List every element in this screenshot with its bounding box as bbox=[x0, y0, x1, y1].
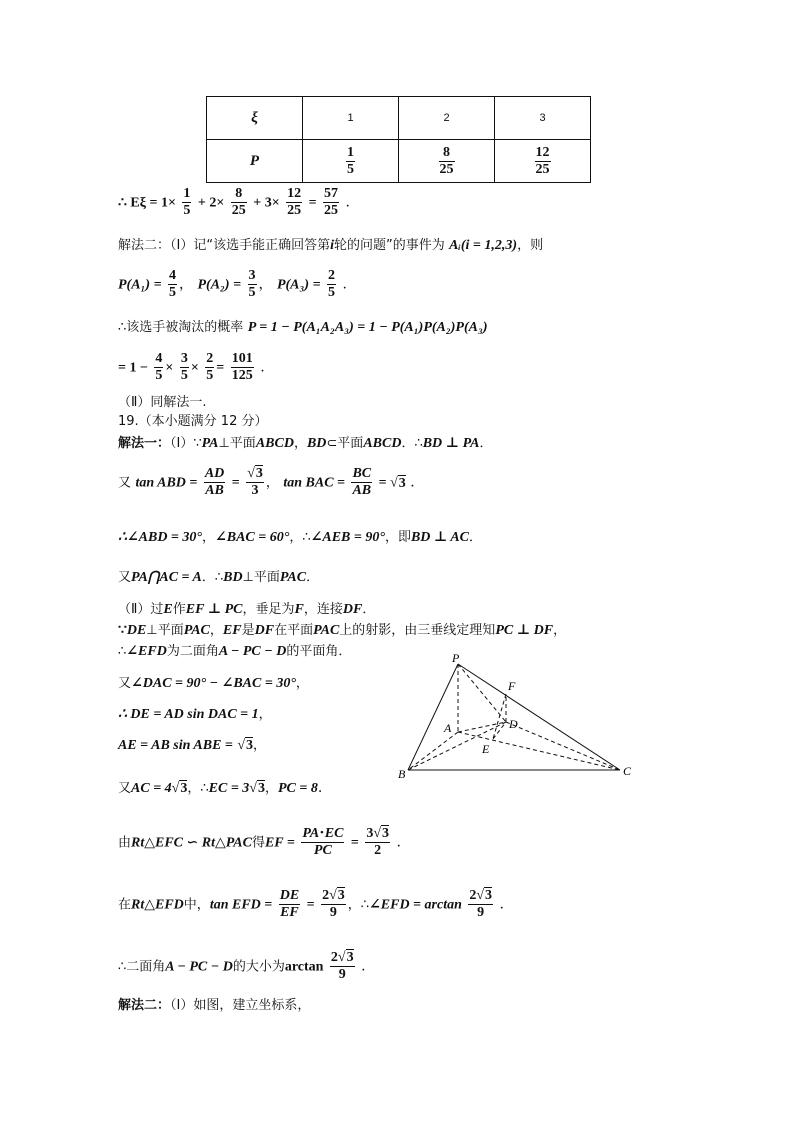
distribution-table bbox=[206, 96, 591, 183]
label-D: D bbox=[509, 717, 518, 731]
dihedral-angle-line: ∴二面角A − PC − D的大小为arctan $\frac{2√3}{9}$ . bbox=[118, 950, 366, 982]
de-line: ∴ DE = AD sin DAC = 1， bbox=[118, 707, 272, 722]
expectation-line: ∴ Eξ = 1× $\frac{1}{5}$ + 2× $\frac{8}{25}$ + 3× $\frac{12}{25}$ = $\frac{57}{25}$ . bbox=[118, 186, 350, 218]
elimination-calc: = 1 − $\frac{4}{5}$ × $\frac{3}{5}$ × $\frac{2}{5}$ = $\frac{101}{125}$ . bbox=[118, 351, 265, 383]
table-cell bbox=[495, 140, 591, 183]
fraction: $\frac{12}{25}$ bbox=[535, 144, 550, 177]
table-header-xi: ξ bbox=[207, 97, 303, 140]
label-E: E bbox=[482, 742, 490, 756]
part2-same: （Ⅱ）同解法一. bbox=[118, 395, 207, 410]
fraction: $\frac{1}{5}$ bbox=[347, 144, 354, 177]
table-cell: 2 bbox=[399, 97, 495, 140]
label-F: F bbox=[508, 679, 516, 693]
angle-line: ∴∠ABD = 30°，∠BAC = 60°，∴∠AEB = 90°，即BD ⊥ AC． bbox=[118, 530, 483, 545]
part2-line1: （Ⅱ）过E作EF ⊥ PC，垂足为F，连接DF． bbox=[118, 602, 376, 617]
dac-line: 又∠DAC = 90° − ∠BAC = 30°， bbox=[118, 676, 309, 691]
table-cell bbox=[399, 140, 495, 183]
pyramid-figure bbox=[390, 648, 650, 788]
label-B: B bbox=[398, 767, 406, 781]
table-cell bbox=[303, 140, 399, 183]
elimination-probability: ∴该选手被淘汰的概率 P = 1 − P(A₁A₂A₃) = 1 − P(A₁)P(A₂)P(A₃) bbox=[118, 320, 488, 335]
tan-efd-line: 在Rt△EFD中，tan EFD = $\frac{DE}{EF}$ = $\frac{2√3}{9}$ ，∴∠EFD = arctan $\frac{2√3}{9}$ . bbox=[118, 888, 504, 920]
solution1-line1: 解法一：（Ⅰ）∵PA⊥平面ABCD，BD⊂平面ABCD．∴BD ⊥ PA． bbox=[118, 436, 493, 451]
ac-line: 又AC = 4√3，∴EC = 3√3，PC = 8. bbox=[118, 780, 323, 796]
part2-line3: ∴∠EFD为二面角A − PC − D的平面角． bbox=[118, 644, 352, 659]
fraction: $\frac{8}{25}$ bbox=[439, 144, 454, 177]
question-19-header: 19.（本小题满分 12 分） bbox=[118, 414, 268, 429]
label-P: P bbox=[452, 651, 460, 665]
tan-line: 又 tan ABD = $\frac{AD}{AB}$ = $\frac{√3}{3}$ ， tan BAC = $\frac{BC}{AB}$ = √3 . bbox=[118, 466, 415, 498]
perp-line: 又PA⋂AC = A．∴BD⊥平面PAC． bbox=[118, 570, 320, 585]
table-cell: 1 bbox=[303, 97, 399, 140]
event-probabilities: P(A₁) = $\frac{4}{5}$ ， P(A₂) = $\frac{3}{5}$ ， P(A₃) = $\frac{2}{5}$ . bbox=[118, 268, 347, 300]
part2-line2: ∵DE⊥平面PAC，EF是DF在平面PAC上的射影，由三垂线定理知PC ⊥ DF， bbox=[118, 623, 567, 638]
table-cell: 3 bbox=[495, 97, 591, 140]
label-C: C bbox=[623, 764, 632, 778]
label-A: A bbox=[444, 721, 452, 735]
method2-header: 解法二：（Ⅰ）如图，建立坐标系， bbox=[118, 998, 311, 1013]
similar-triangles-line: 由Rt△EFC ∽ Rt△PAC得EF = $\frac{PA\cdot EC}{PC}$ = $\frac{3√3}{2}$ . bbox=[118, 826, 401, 858]
method2-intro: 解法二：（Ⅰ）记“该选手能正确回答第i轮的问题”的事件为 Aᵢ(i = 1,2,3)，则 bbox=[118, 238, 544, 253]
ae-line: AE = AB sin ABE = √3， bbox=[118, 738, 267, 753]
table-header-p: P bbox=[207, 140, 303, 183]
